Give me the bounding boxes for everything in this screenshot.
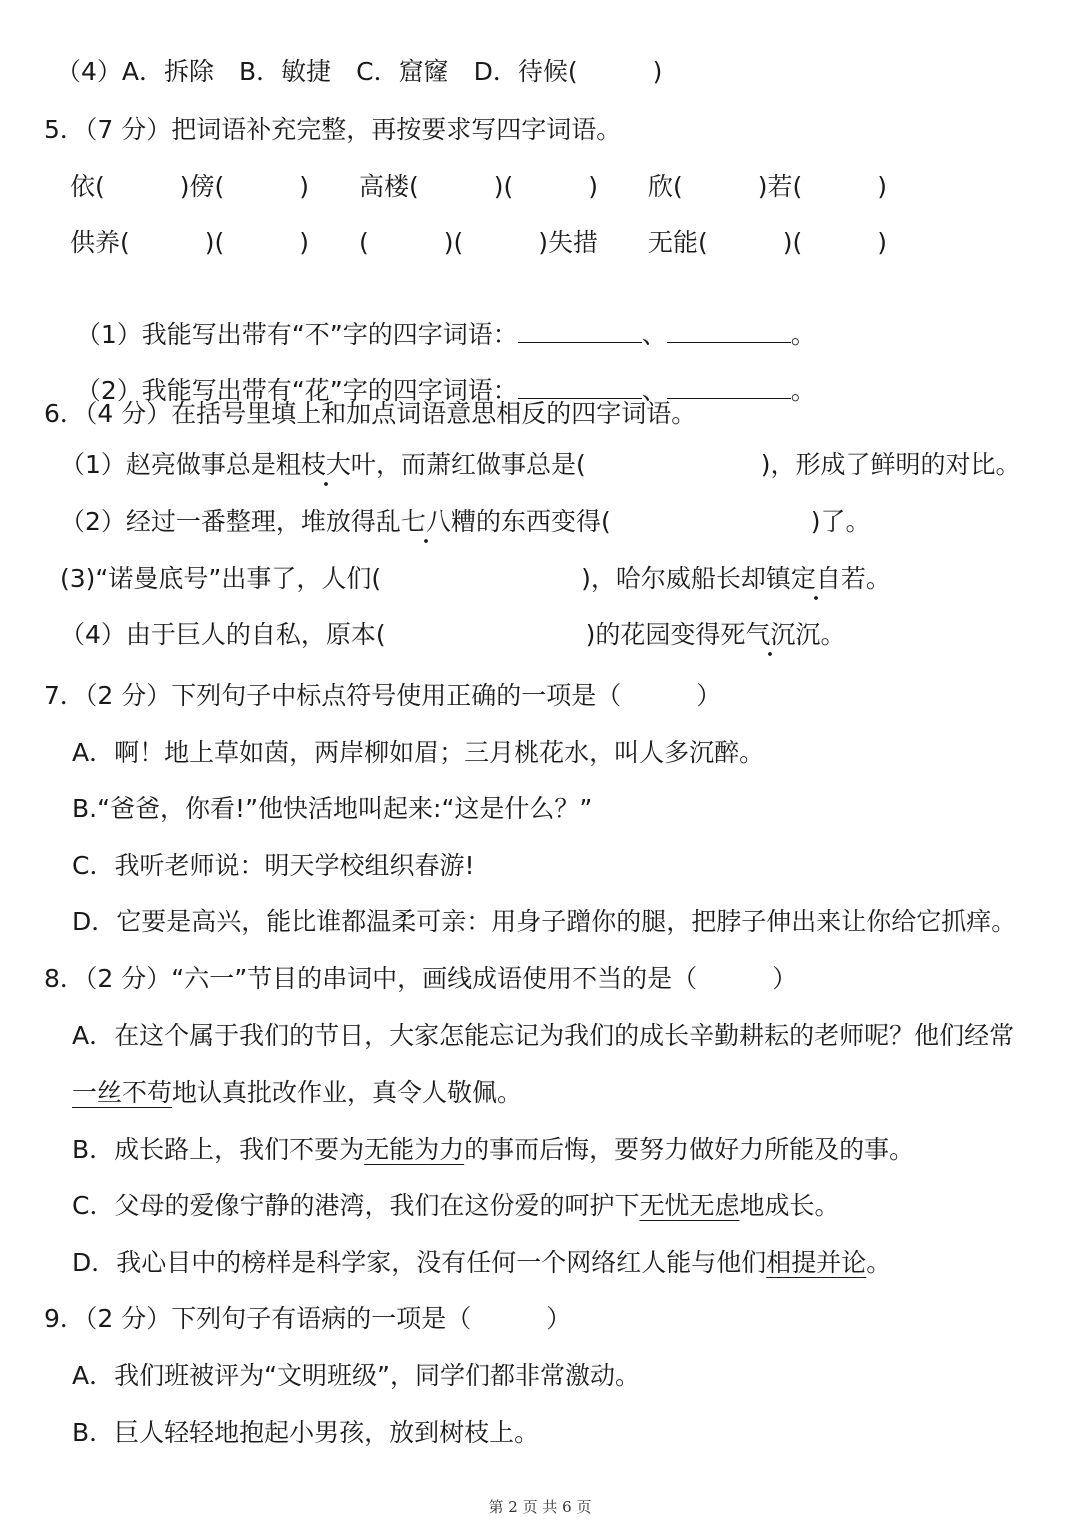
- q6-title: 6．（4 分）在括号里填上和加点词语意思相反的四字词语。: [44, 399, 697, 428]
- q7-option-c: C．我听老师说：明天学校组织春游!: [72, 851, 475, 880]
- q6-s1: （1）赵亮做事总是粗枝大叶，而萧红做事总是( )，形成了鲜明的对比。: [60, 448, 1020, 482]
- underlined-idiom: 一丝不苟: [72, 1078, 173, 1107]
- period: 。: [790, 320, 816, 349]
- q5-title: 5．（7 分）把词语补充完整，再按要求写四字词语。: [44, 115, 622, 144]
- q7-option-a: A．啊！地上草如茵，两岸柳如眉；三月桃花水，叫人多沉醉。: [72, 738, 765, 767]
- q6-s4: （4）由于巨人的自私，原本( )的花园变得死气沉沉。: [60, 618, 845, 652]
- q7-option-b: B.“爸爸，你看!”他快活地叫起来:“这是什么？”: [72, 794, 593, 823]
- q9-title: 9．（2 分）下列句子有语病的一项是（ ）: [44, 1304, 572, 1333]
- q7-title: 7．（2 分）下列句子中标点符号使用正确的一项是（ ）: [44, 681, 722, 710]
- q8-option-c: C．父母的爱像宁静的港湾，我们在这份爱的呵护下无忧无虑地成长。: [72, 1191, 840, 1220]
- separator: 、: [641, 320, 667, 349]
- answer-blank[interactable]: [518, 376, 642, 399]
- q6-s3: (3)“诺曼底号”出事了，人们( )，哈尔威船长却镇定自若。: [60, 562, 891, 596]
- dotted-word: 死气沉沉: [720, 620, 820, 657]
- q9-option-a: A．我们班被评为“文明班级”，同学们都非常激动。: [72, 1361, 641, 1390]
- q5-row1: 依( )傍( ) 高楼( )( ) 欣( )若( ): [70, 172, 888, 201]
- dotted-word: 粗枝大叶: [276, 450, 376, 487]
- q8-title: 8．（2 分）“六一”节目的串词中，画线成语使用不当的是（ ）: [44, 964, 798, 993]
- q5-row2: 供养( )( ) ( )( )失措 无能( )( ): [70, 228, 888, 257]
- period: 。: [790, 376, 816, 405]
- q4-line: （4）A．拆除 B．敏捷 C．窟窿 D．待候( ): [56, 57, 663, 86]
- q8-option-a-line2: 一丝不苟地认真批改作业，真令人敬佩。: [72, 1078, 523, 1107]
- separator: 、: [641, 376, 667, 405]
- q7-option-d: D．它要是高兴，能比谁都温柔可亲：用身子蹭你的腿，把脖子伸出来让你给它抓痒。: [72, 907, 1017, 936]
- dotted-word: 乱七八糟: [376, 507, 476, 544]
- q8-option-b: B．成长路上，我们不要为无能为力的事而后悔，要努力做好力所能及的事。: [72, 1135, 915, 1164]
- q5-sub1-text: （1）我能写出带有“不”字的四字词语：: [75, 320, 518, 349]
- dotted-word: 镇定自若: [766, 564, 866, 601]
- q5-sub2-text: （2）我能写出带有“花”字的四字词语：: [75, 376, 518, 405]
- q6-s2: （2）经过一番整理，堆放得乱七八糟的东西变得( )了。: [60, 505, 870, 539]
- q9-option-b: B．巨人轻轻地抱起小男孩，放到树枝上。: [72, 1418, 540, 1447]
- q8-option-a-line1: A．在这个属于我们的节日，大家怎能忘记为我们的成长辛勤耕耘的老师呢？他们经常: [72, 1021, 1015, 1050]
- underlined-idiom: 相提并论: [766, 1248, 867, 1277]
- q8-option-d: D．我心目中的榜样是科学家，没有任何一个网络红人能与他们相提并论。: [72, 1248, 892, 1277]
- answer-blank[interactable]: [667, 376, 791, 399]
- underlined-idiom: 无忧无虑: [639, 1191, 740, 1220]
- page-footer: 第 2 页 共 6 页: [488, 1498, 592, 1516]
- underlined-idiom: 无能为力: [364, 1135, 465, 1164]
